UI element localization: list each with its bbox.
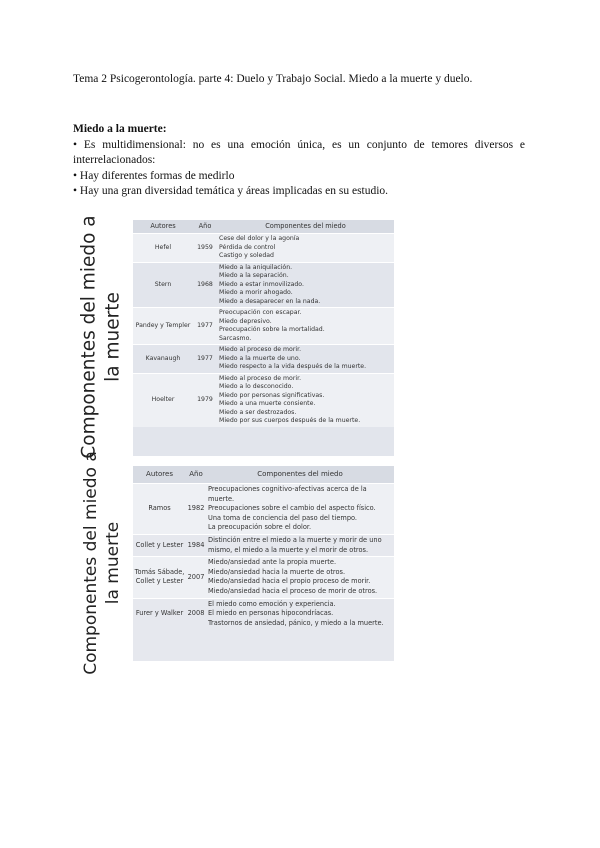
table-row: [133, 598, 394, 630]
year-cell: 1979: [197, 395, 213, 403]
header-authors: Autores: [150, 222, 176, 230]
component-item: Preocupación con escapar.: [219, 309, 302, 316]
year-cell: 2007: [187, 572, 205, 581]
component-item: Miedo a morir ahogado.: [219, 289, 293, 296]
header-year: Año: [198, 222, 212, 230]
year-cell: 1977: [197, 321, 213, 329]
component-item: Preocupación sobre la mortalidad.: [219, 326, 325, 333]
component-item: Preocupaciones sobre el cambio del aspecto físico.: [208, 504, 376, 513]
component-item: Miedo a lo desconocido.: [219, 383, 294, 390]
year-cell: 1977: [197, 354, 213, 362]
components-cell: [206, 535, 394, 556]
table-row: [133, 307, 394, 344]
table-row: [133, 556, 394, 597]
bullet-item: • Hay una gran diversidad temática y áreas implicadas en su estudio.: [73, 185, 389, 197]
component-item: Cese del dolor y la agonía: [219, 235, 300, 242]
bullet-item: • Hay diferentes formas de medirlo: [73, 169, 235, 182]
table-header: [133, 220, 394, 233]
component-item: Miedo a la separación.: [219, 272, 289, 279]
component-item: Miedo respecto a la vida después de la muerte.: [219, 363, 367, 370]
author-cell: Furer y Walker: [135, 609, 184, 618]
table-row: [133, 233, 394, 262]
author-cell: Kavanaugh: [145, 354, 181, 362]
table-row: [133, 262, 394, 308]
author-cell: Collet y Lester: [135, 540, 184, 549]
components-table: [133, 466, 394, 661]
header-components: Componentes del miedo: [265, 222, 346, 230]
components-cell: [206, 557, 394, 597]
components-cell: [217, 374, 394, 427]
component-item: Miedo por personas significativas.: [219, 391, 325, 399]
component-item: Miedo a desaparecer en la nada.: [219, 297, 321, 305]
year-cell: 2008: [187, 609, 205, 618]
header-year: Año: [189, 470, 203, 478]
year-cell: 1968: [197, 280, 213, 288]
table-row: [133, 373, 394, 427]
bullet-item: • Es multidimensional: no es una emoción única, es un conjunto de temores diversos e interrelacionados:: [73, 138, 525, 166]
author-cell: Tomás Sábade, Collet y Lester: [134, 567, 185, 586]
components-cell: [206, 484, 394, 534]
component-item: Pérdida de control: [219, 243, 276, 251]
component-item: El miedo en personas hipocondríacas.: [208, 609, 334, 618]
side-title: Componentes del miedo a la muerte: [81, 450, 123, 675]
component-item: Castigo y soledad: [219, 252, 274, 259]
component-item: Miedo por sus cuerpos después de la muerte.: [219, 417, 361, 424]
table-row: [133, 483, 394, 534]
author-cell: Stern: [154, 280, 172, 288]
component-item: Miedo/ansiedad hacia el proceso de morir de otros.: [208, 586, 378, 595]
component-item: Miedo/ansiedad hacia el propio proceso de morir.: [208, 577, 371, 586]
table-row: [133, 344, 394, 373]
components-cell: [206, 599, 394, 630]
component-item: Miedo a la aniquilación.: [219, 263, 293, 271]
author-cell: Hoelter: [151, 395, 175, 403]
side-title: Componentes del miedo a la muerte: [79, 215, 124, 459]
table-body: [133, 233, 394, 427]
fear-of-death-section: [73, 122, 525, 200]
author-cell: Ramos: [148, 504, 171, 513]
component-item: El miedo como emoción y experiencia.: [208, 599, 336, 608]
section-heading: Miedo a la muerte:: [73, 123, 167, 135]
table-row: [133, 534, 394, 556]
component-item: La preocupación sobre el dolor.: [208, 523, 312, 532]
component-item: Miedo al proceso de morir.: [219, 374, 302, 382]
components-cell: [217, 234, 394, 262]
author-cell: Hefel: [154, 243, 172, 251]
component-item: Trastornos de ansiedad, pánico, y miedo a la muerte.: [208, 618, 384, 627]
year-cell: 1959: [197, 243, 213, 251]
component-item: Miedo a una muerte consiente.: [219, 400, 316, 407]
component-item: Miedo a la muerte de uno.: [219, 354, 301, 362]
component-item: Miedo/ansiedad ante la propia muerte.: [208, 558, 337, 567]
components-cell: [217, 263, 394, 308]
author-cell: Pandey y Templer: [135, 321, 191, 329]
component-item: Miedo al proceso de morir.: [219, 346, 302, 353]
component-item: Miedo depresivo.: [219, 317, 272, 325]
component-item: Una toma de conciencia del paso del tiempo.: [208, 513, 358, 522]
component-item: Miedo/ansiedad hacia la muerte de otros.: [208, 567, 346, 576]
table-body: [133, 483, 394, 629]
component-item: Distinción entre el miedo a la muerte y morir de uno mismo, el miedo a la muerte y el morir de otros.: [208, 535, 382, 554]
component-item: Miedo a ser destrozados.: [219, 408, 297, 416]
component-item: Sarcasmo.: [219, 334, 252, 342]
year-cell: 1984: [187, 540, 205, 549]
components-table: [133, 220, 394, 456]
component-item: Preocupaciones cognitivo-afectivas acerca de la muerte.: [208, 485, 367, 503]
fear-components-table-1: [73, 216, 394, 458]
fear-components-table-2: [73, 450, 394, 675]
components-cell: [217, 308, 394, 344]
document-header: Tema 2 Psicogerontología. parte 4: Duelo y Trabajo Social. Miedo a la muerte y duelo.: [73, 73, 473, 85]
header-components: Componentes del miedo: [257, 470, 343, 478]
table-header: [133, 466, 394, 483]
header-authors: Autores: [146, 470, 173, 478]
year-cell: 1982: [187, 504, 205, 513]
components-cell: [217, 345, 394, 373]
component-item: Miedo a estar inmovilizado.: [219, 280, 304, 288]
